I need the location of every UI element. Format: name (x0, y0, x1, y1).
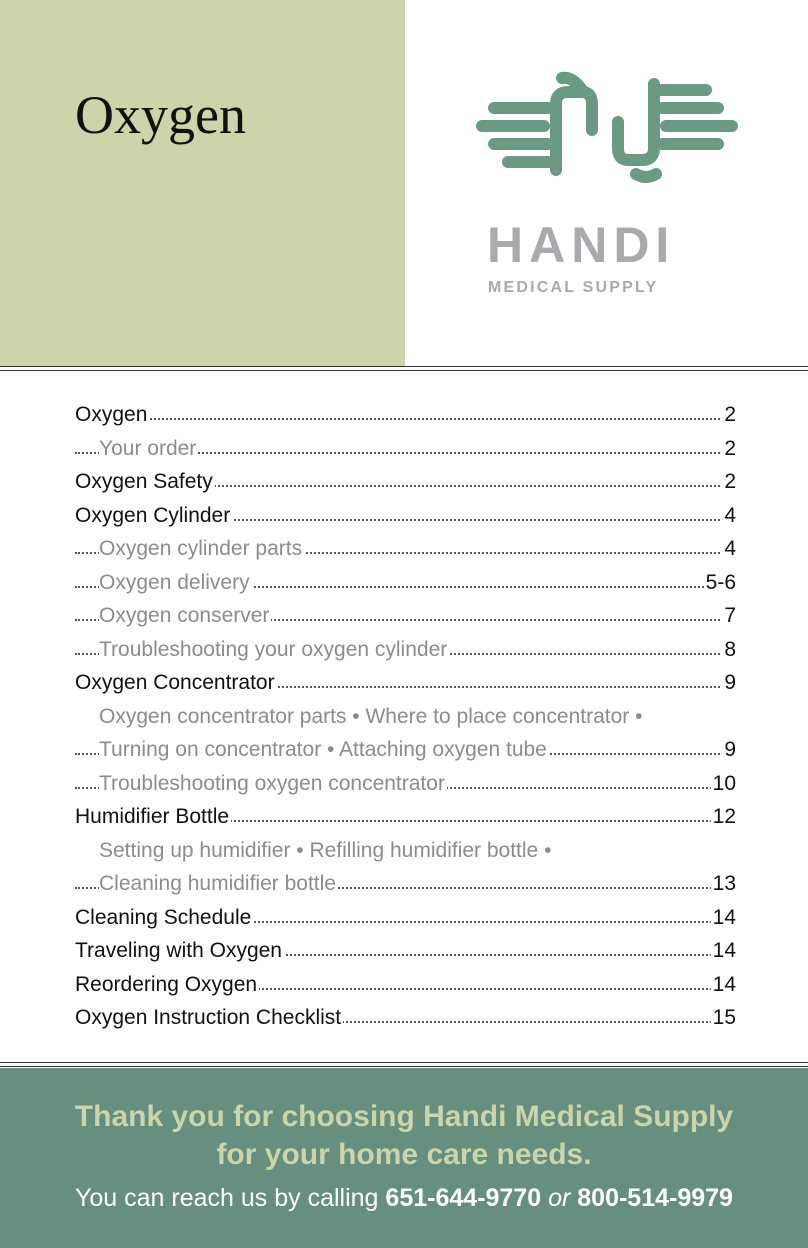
dot-leader (75, 418, 736, 420)
toc-entry-page: 2 (722, 398, 736, 432)
toc-entry-page: 2 (722, 465, 736, 499)
contact-line (0, 1182, 808, 1214)
toc-entry-page: 8 (722, 633, 736, 667)
thank-you-message (0, 1098, 808, 1174)
toc-entry[interactable] (75, 800, 736, 834)
toc-entry[interactable] (75, 432, 736, 466)
thank-you-line-1: Thank you for choosing Handi Medical Supply (74, 1100, 734, 1133)
contact-or: or (548, 1184, 571, 1212)
toc-entry-page: 12 (711, 800, 736, 834)
toc-entry-label: Setting up humidifier • Refilling humidifier bottle • (99, 834, 553, 868)
toc-entry[interactable] (75, 733, 736, 767)
contact-prefix: You can reach us by calling (75, 1184, 379, 1212)
toc-entry-page: 5-6 (704, 566, 736, 600)
toc-entry-label: Oxygen cylinder parts (99, 532, 304, 566)
toc-entry-page: 13 (711, 867, 736, 901)
toc-entry-label: Traveling with Oxygen (75, 934, 284, 968)
toc-entry-page: 14 (711, 934, 736, 968)
toc-entry[interactable] (75, 633, 736, 667)
toc-entry-label: Troubleshooting oxygen concentrator (99, 767, 447, 801)
toc-entry-page: 10 (711, 767, 736, 801)
toc-entry-label: Oxygen concentrator parts • Where to place concentrator • (99, 700, 644, 734)
toc-entry-label: Troubleshooting your oxygen cylinder (99, 633, 449, 667)
toc-entry[interactable] (75, 700, 736, 734)
phone-number-secondary[interactable]: 800-514-9979 (577, 1184, 733, 1212)
handi-logo-icon (476, 70, 738, 188)
header-panel (0, 0, 405, 366)
toc-entry[interactable] (75, 398, 736, 432)
toc-entry[interactable] (75, 934, 736, 968)
toc-entry-label: Humidifier Bottle (75, 800, 231, 834)
toc-entry-label: Oxygen Cylinder (75, 499, 232, 533)
toc-entry[interactable] (75, 532, 736, 566)
toc-entry-page: 4 (722, 532, 736, 566)
brand-subtitle: MEDICAL SUPPLY (488, 279, 659, 296)
toc-entry-label: Oxygen (75, 398, 149, 432)
toc-entry-label: Oxygen Instruction Checklist (75, 1001, 343, 1035)
toc-entry-label: Oxygen Safety (75, 465, 215, 499)
toc-entry[interactable] (75, 499, 736, 533)
toc-entry-page: 9 (722, 666, 736, 700)
toc-entry[interactable] (75, 1001, 736, 1035)
toc-entry-page: 7 (722, 599, 736, 633)
toc-entry-label: Oxygen Concentrator (75, 666, 277, 700)
toc-entry-page: 14 (711, 968, 736, 1002)
toc-entry-page: 15 (711, 1001, 736, 1035)
toc-entry[interactable] (75, 767, 736, 801)
toc-entry[interactable] (75, 599, 736, 633)
toc-entry[interactable] (75, 834, 736, 868)
toc-entry[interactable] (75, 465, 736, 499)
toc-entry-page: 9 (722, 733, 736, 767)
toc-entry-label: Oxygen delivery (99, 566, 252, 600)
divider-bottom (0, 1062, 808, 1067)
toc-entry-label: Oxygen conserver (99, 599, 271, 633)
table-of-contents (75, 398, 736, 1035)
toc-entry-label: Cleaning humidifier bottle (99, 867, 338, 901)
toc-entry-page: 2 (722, 432, 736, 466)
toc-entry[interactable] (75, 566, 736, 600)
toc-entry-label: Cleaning Schedule (75, 901, 253, 935)
toc-entry[interactable] (75, 867, 736, 901)
toc-entry-label: Your order (99, 432, 198, 466)
toc-entry[interactable] (75, 968, 736, 1002)
brand-name: HANDI (487, 217, 676, 273)
toc-entry-page: 4 (722, 499, 736, 533)
toc-entry-label: Turning on concentrator • Attaching oxygen tube (99, 733, 549, 767)
toc-entry-page: 14 (711, 901, 736, 935)
phone-number-primary[interactable]: 651-644-9770 (385, 1184, 542, 1212)
thank-you-line-2: for your home care needs. (216, 1138, 592, 1171)
toc-entry-label: Reordering Oxygen (75, 968, 259, 1002)
divider-top (0, 366, 808, 371)
toc-entry[interactable] (75, 666, 736, 700)
page-title: Oxygen (75, 85, 246, 145)
toc-entry[interactable] (75, 901, 736, 935)
